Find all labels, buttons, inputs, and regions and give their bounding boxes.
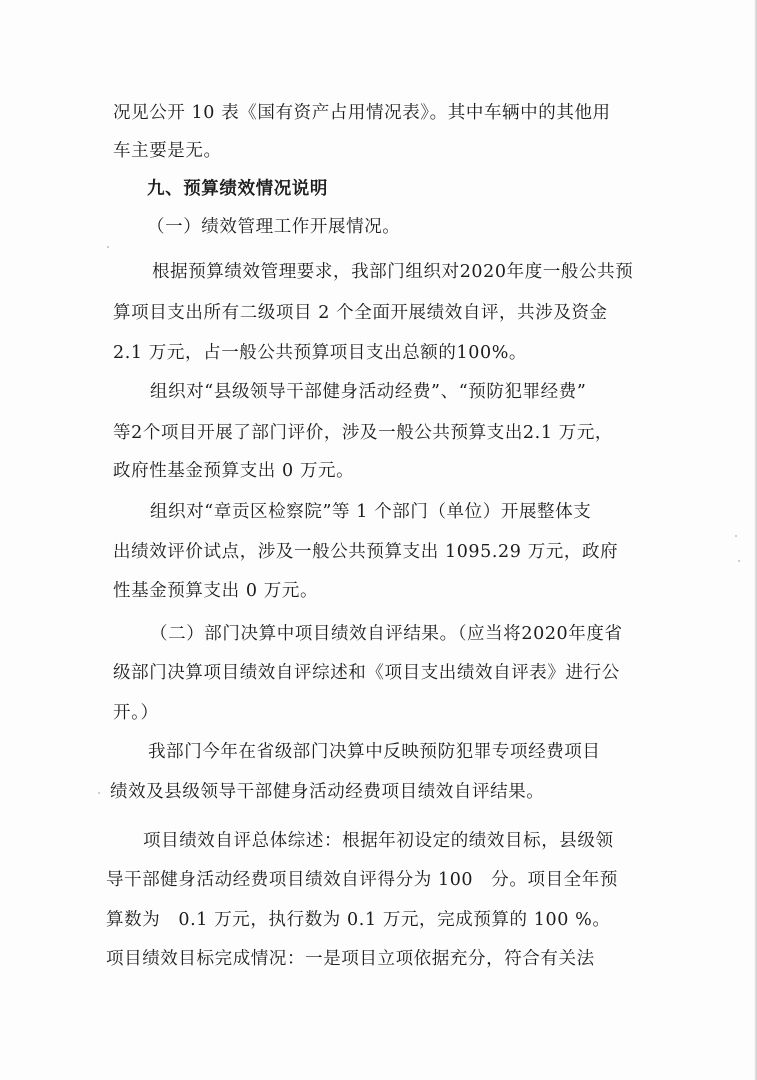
text-line: 况见公开 10 表《国有资产占用情况表》。其中车辆中的其他用 — [113, 103, 611, 123]
text-line: 我部门今年在省级部门决算中反映预防犯罪专项经费项目 — [148, 742, 601, 762]
section-heading: 九、预算绩效情况说明 — [147, 179, 328, 199]
text-line: 等2个项目开展了部门评价，涉及一般公共预算支出2.1 万元， — [113, 423, 614, 443]
text-line: 算数为 0.1 万元，执行数为 0.1 万元，完成预算的 100 %。 — [106, 910, 611, 930]
text-line: 导干部健身活动经费项目绩效自评得分为 100 分。项目全年预 — [106, 870, 618, 890]
subsection-heading: （一）绩效管理工作开展情况。 — [147, 217, 401, 237]
scan-speck — [738, 560, 740, 562]
scan-speck — [107, 246, 109, 248]
text-line: 算项目支出所有二级项目 2 个全面开展绩效自评，共涉及资金 — [113, 303, 608, 323]
text-line: 项目绩效目标完成情况：一是项目立项依据充分，符合有关法 — [106, 949, 595, 969]
text-line: 车主要是无。 — [113, 141, 222, 161]
text-line: 级部门决算项目绩效自评综述和《项目支出绩效自评表》进行公 — [113, 663, 620, 683]
subsection-heading: （二）部门决算中项目绩效自评结果。（应当将2020年度省 — [150, 624, 623, 644]
text-line: 出绩效评价试点，涉及一般公共预算支出 1095.29 万元，政府 — [113, 542, 619, 562]
text-line: 根据预算绩效管理要求，我部门组织对2020年度一般公共预 — [152, 262, 634, 282]
text-line: 组织对“章贡区检察院”等 1 个部门（单位）开展整体支 — [150, 502, 592, 522]
text-line: 开。） — [113, 703, 159, 723]
text-line: 组织对“县级领导干部健身活动经费”、“预防犯罪经费” — [150, 382, 587, 402]
text-line: 项目绩效自评总体综述：根据年初设定的绩效目标，县级领 — [143, 831, 614, 851]
text-line: 2.1 万元，占一般公共预算项目支出总额的100%。 — [113, 343, 528, 363]
text-line: 绩效及县级领导干部健身活动经费项目绩效自评结果。 — [110, 782, 545, 802]
text-line: 性基金预算支出 0 万元。 — [113, 581, 319, 601]
text-line: 政府性基金预算支出 0 万元。 — [113, 461, 355, 481]
scan-speck — [98, 792, 100, 794]
scan-speck — [735, 535, 737, 537]
